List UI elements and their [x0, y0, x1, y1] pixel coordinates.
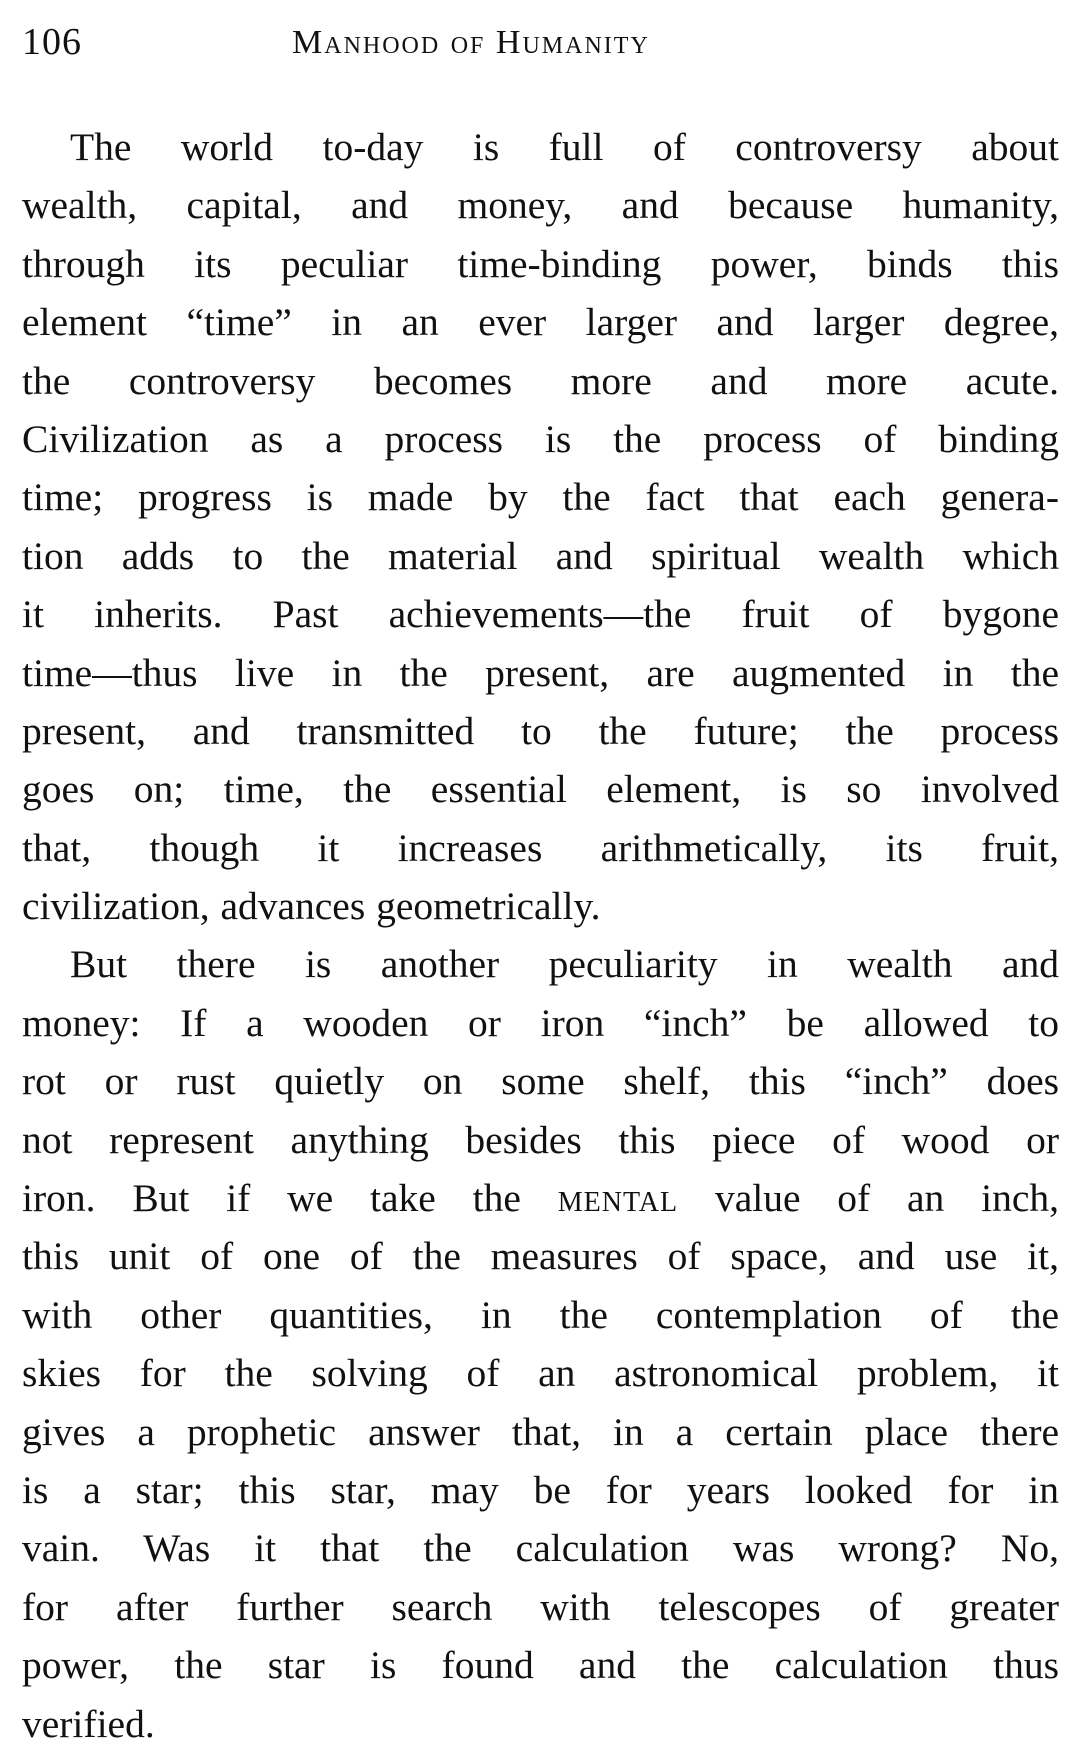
text-line: the controversy becomes more and more acute. [22, 358, 1059, 403]
text-line: tion adds to the material and spiritual wealth which [22, 533, 1059, 578]
text-line: not represent anything besides this piece of wood or [22, 1117, 1059, 1162]
text-line: goes on; time, the essential element, is so involved [22, 767, 1059, 812]
text-line: element “time” in an ever larger and larger degree, [22, 300, 1059, 345]
text-segment: value of an inch, [678, 1176, 1059, 1221]
text-line: that, though it increases arithmetically, its fruit, [22, 825, 1059, 870]
body-text [22, 118, 1059, 1753]
paragraph-1 [22, 118, 1059, 935]
text-line: rot or rust quietly on some shelf, this “inch” does [22, 1059, 1059, 1104]
text-line: present, and transmitted to the future; the process [22, 708, 1059, 753]
text-line-mixed [22, 1169, 1059, 1227]
running-head [22, 18, 1059, 78]
text-line: this unit of one of the measures of space, and use it, [22, 1234, 1059, 1279]
book-page [22, 0, 1059, 1753]
text-line: for after further search with telescopes of greater [22, 1584, 1059, 1629]
text-line: But there is another peculiarity in wealth and [70, 942, 1059, 987]
small-caps-word: mental [557, 1176, 679, 1221]
paragraph-2 [22, 935, 1059, 1752]
text-line: The world to-day is full of controversy about [70, 125, 1059, 169]
text-line: through its peculiar time-binding power, binds this [22, 241, 1059, 286]
text-line: wealth, capital, and money, and because humanity, [22, 183, 1059, 228]
text-line: time; progress is made by the fact that each genera- [22, 475, 1059, 520]
text-line: Civilization as a process is the process of binding [22, 416, 1059, 461]
text-line: gives a prophetic answer that, in a certain place there [22, 1409, 1059, 1454]
page-number: 106 [22, 21, 82, 63]
text-line: civilization, advances geometrically. [22, 884, 601, 929]
text-line: vain. Was it that the calculation was wrong? No, [22, 1526, 1059, 1571]
book-title: Manhood of Humanity [292, 24, 650, 61]
text-line: verified. [22, 1701, 155, 1746]
text-line: money: If a wooden or iron “inch” be allowed to [22, 1000, 1059, 1045]
text-line: with other quantities, in the contemplation of the [22, 1292, 1059, 1337]
text-line: it inherits. Past achievements—the fruit of bygone [22, 592, 1059, 637]
text-line: time—thus live in the present, are augmented in the [22, 650, 1059, 695]
text-line: power, the star is found and the calculation thus [22, 1643, 1059, 1688]
text-line: skies for the solving of an astronomical problem, it [22, 1351, 1059, 1396]
text-line: is a star; this star, may be for years looked for in [22, 1467, 1059, 1512]
text-segment: iron. But if we take the [22, 1176, 558, 1221]
